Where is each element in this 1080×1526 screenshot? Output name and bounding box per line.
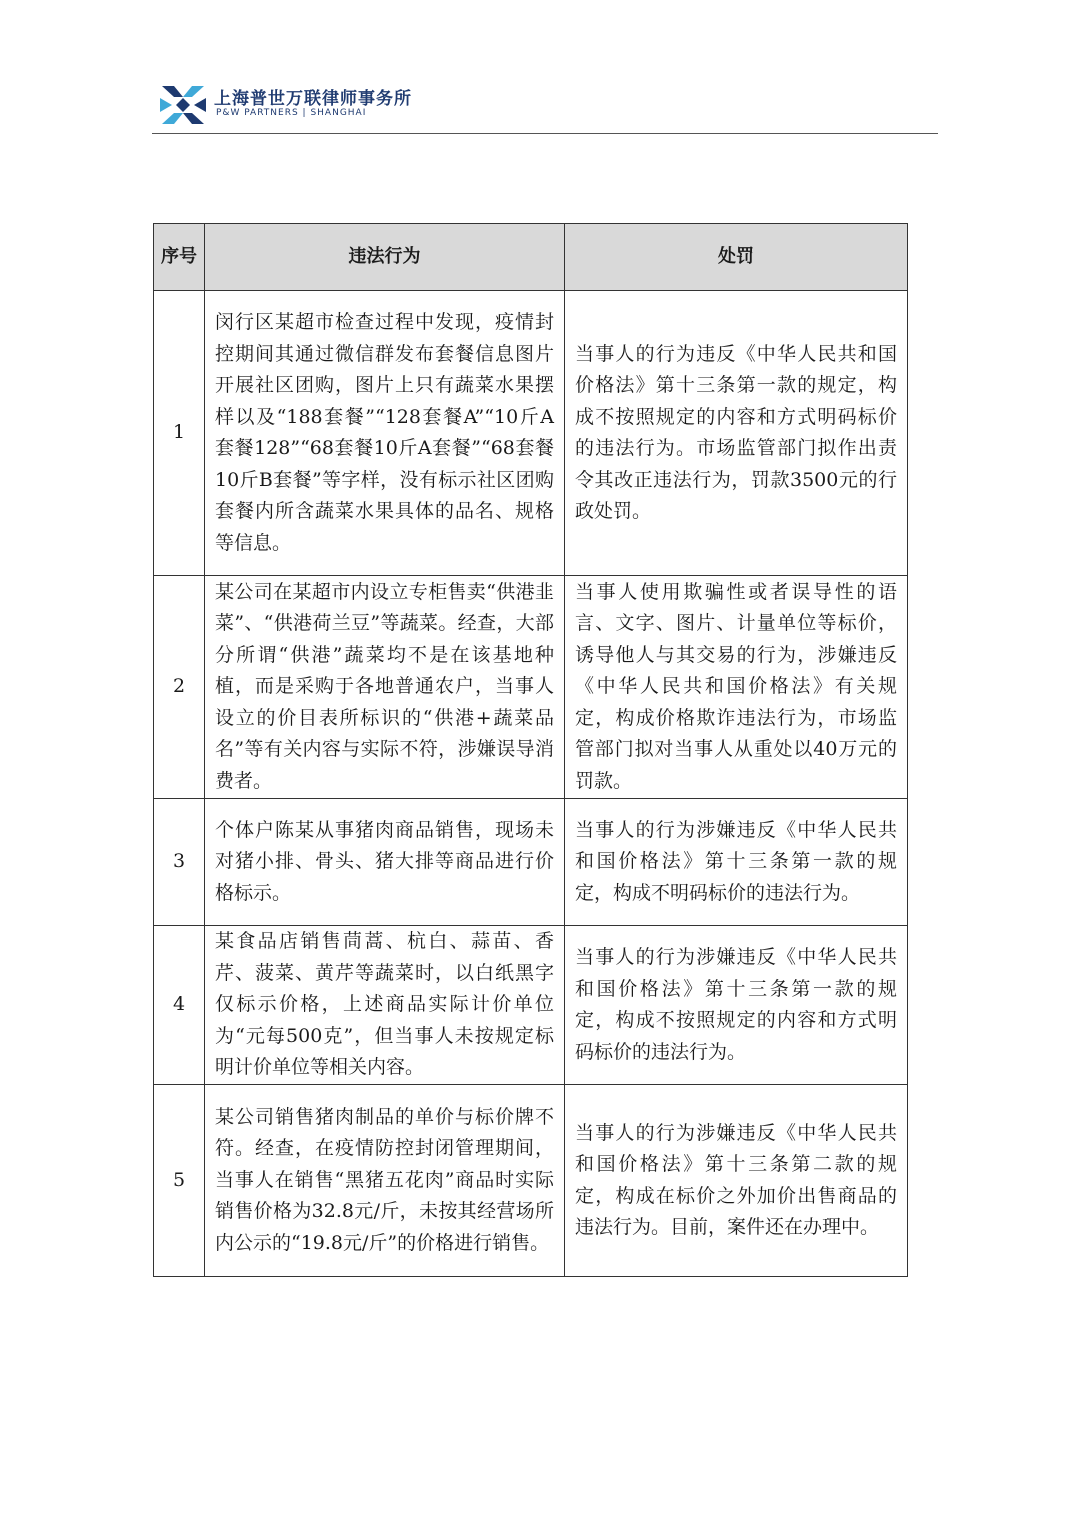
row-violation: 某食品店销售茼蒿、杭白、蒜苗、香芹、菠菜、黄芹等蔬菜时，以白纸黑字仅标示价格，上述商品实际计价单位为“元每500克”，但当事人未按规定标明计价单位等相关内容。: [205, 926, 565, 1085]
row-number: 1: [154, 291, 205, 576]
row-violation: 某公司在某超市内设立专柜售卖“供港韭菜”、“供港荷兰豆”等蔬菜。经查，大部分所谓“供港”蔬菜均不是在该基地种植，而是采购于各地普通农户，当事人设立的价目表所标识的“供港+蔬菜品名”等有关内容与实际不符，涉嫌误导消费者。: [205, 576, 565, 799]
firm-name-en: P&W PARTNERS | SHANGHAI: [216, 108, 367, 118]
row-number: 4: [154, 926, 205, 1085]
table-row: [154, 1085, 908, 1277]
table-header-row: [154, 224, 908, 291]
table-row: [154, 576, 908, 799]
header-divider: [152, 133, 938, 134]
header-violation: 违法行为: [205, 224, 565, 291]
row-penalty: 当事人的行为涉嫌违反《中华人民共和国价格法》第十三条第二款的规定，构成在标价之外加价出售商品的违法行为。目前，案件还在办理中。: [565, 1085, 908, 1277]
row-penalty: 当事人使用欺骗性或者误导性的语言、文字、图片、计量单位等标价，诱导他人与其交易的行为，涉嫌违反《中华人民共和国价格法》有关规定，构成价格欺诈违法行为，市场监管部门拟对当事人从重处以40万元的罚款。: [565, 576, 908, 799]
row-violation: 闵行区某超市检查过程中发现，疫情封控期间其通过微信群发布套餐信息图片开展社区团购，图片上只有蔬菜水果摆样以及“188套餐”“128套餐A”“10斤A套餐128”“68套餐10斤A套餐”“68套餐10斤B套餐”等字样，没有标示社区团购套餐内所含蔬菜水果具体的品名、规格等信息。: [205, 291, 565, 576]
letterhead: [160, 80, 940, 136]
table-row: [154, 291, 908, 576]
row-violation: 某公司销售猪肉制品的单价与标价牌不符。经查，在疫情防控封闭管理期间，当事人在销售“黑猪五花肉”商品时实际销售价格为32.8元/斤，未按其经营场所内公示的“19.8元/斤”的价格进行销售。: [205, 1085, 565, 1277]
pw-partners-logo-icon: [160, 82, 206, 128]
row-violation: 个体户陈某从事猪肉商品销售，现场未对猪小排、骨头、猪大排等商品进行价格标示。: [205, 799, 565, 926]
table-row: [154, 799, 908, 926]
table-row: [154, 926, 908, 1085]
row-number: 5: [154, 1085, 205, 1277]
header-number: 序号: [154, 224, 205, 291]
penalty-cases-table: [153, 223, 908, 1277]
row-number: 3: [154, 799, 205, 926]
row-penalty: 当事人的行为违反《中华人民共和国价格法》第十三条第一款的规定，构成不按照规定的内容和方式明码标价的违法行为。市场监管部门拟作出责令其改正违法行为，罚款3500元的行政处罚。: [565, 291, 908, 576]
firm-name-cn: 上海普世万联律师事务所: [214, 89, 412, 109]
row-penalty: 当事人的行为涉嫌违反《中华人民共和国价格法》第十三条第一款的规定，构成不按照规定的内容和方式明码标价的违法行为。: [565, 926, 908, 1085]
row-number: 2: [154, 576, 205, 799]
row-penalty: 当事人的行为涉嫌违反《中华人民共和国价格法》第十三条第一款的规定，构成不明码标价的违法行为。: [565, 799, 908, 926]
header-penalty: 处罚: [565, 224, 908, 291]
